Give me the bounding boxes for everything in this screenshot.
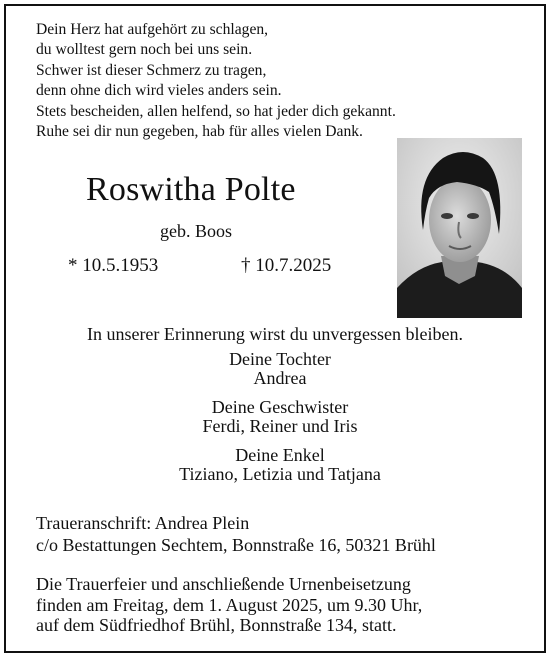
service-line: Die Trauerfeier und anschließende Urnenbeisetzung — [36, 574, 411, 594]
service-line: auf dem Südfriedhof Brühl, Bonnstraße 134, statt. — [36, 615, 397, 635]
mourner-relation: Deine Enkel — [235, 445, 325, 465]
address-line: Traueranschrift: Andrea Plein — [36, 513, 250, 533]
deceased-name: Roswitha Polte — [86, 171, 296, 208]
maiden-name: geb. Boos — [160, 221, 232, 241]
mourner-group — [0, 398, 550, 435]
poem-line: Ruhe sei dir nun gegeben, hab für alles vielen Dank. — [36, 123, 363, 141]
memory-line: In unserer Erinnerung wirst du unvergessen bleiben. — [86, 324, 464, 344]
service-line: finden am Freitag, dem 1. August 2025, um 9.30 Uhr, — [36, 594, 423, 615]
mourners-list — [0, 350, 550, 494]
poem-line: Schwer ist dieser Schmerz zu tragen, — [36, 61, 267, 79]
mourner-group — [0, 446, 550, 483]
mourner-group — [0, 350, 550, 387]
mourning-address — [36, 512, 436, 556]
portrait-image — [397, 138, 522, 318]
poem-line: Dein Herz hat aufgehört zu schlagen, — [36, 21, 269, 38]
poem-line: du wolltest gern noch bei uns sein. — [36, 41, 253, 59]
birth-date: * 10.5.1953 — [68, 255, 159, 276]
address-line: c/o Bestattungen Sechtem, Bonnstraße 16, 50321 Brühl — [36, 535, 436, 555]
mourner-relation: Deine Geschwister — [211, 397, 349, 417]
funeral-service-info — [36, 574, 422, 636]
poem-line: Stets bescheiden, allen helfend, so hat jeder dich gekannt. — [36, 102, 396, 120]
mourner-relation: Deine Tochter — [229, 349, 331, 369]
mourner-names: Ferdi, Reiner und Iris — [202, 415, 358, 436]
poem-line: denn ohne dich wird vieles anders sein. — [36, 82, 282, 100]
poem — [36, 20, 516, 142]
mourner-names: Andrea — [253, 367, 307, 388]
mourner-names: Tiziano, Letizia und Tatjana — [179, 463, 381, 484]
portrait-photo — [397, 138, 522, 318]
death-date: † 10.7.2025 — [241, 255, 332, 276]
